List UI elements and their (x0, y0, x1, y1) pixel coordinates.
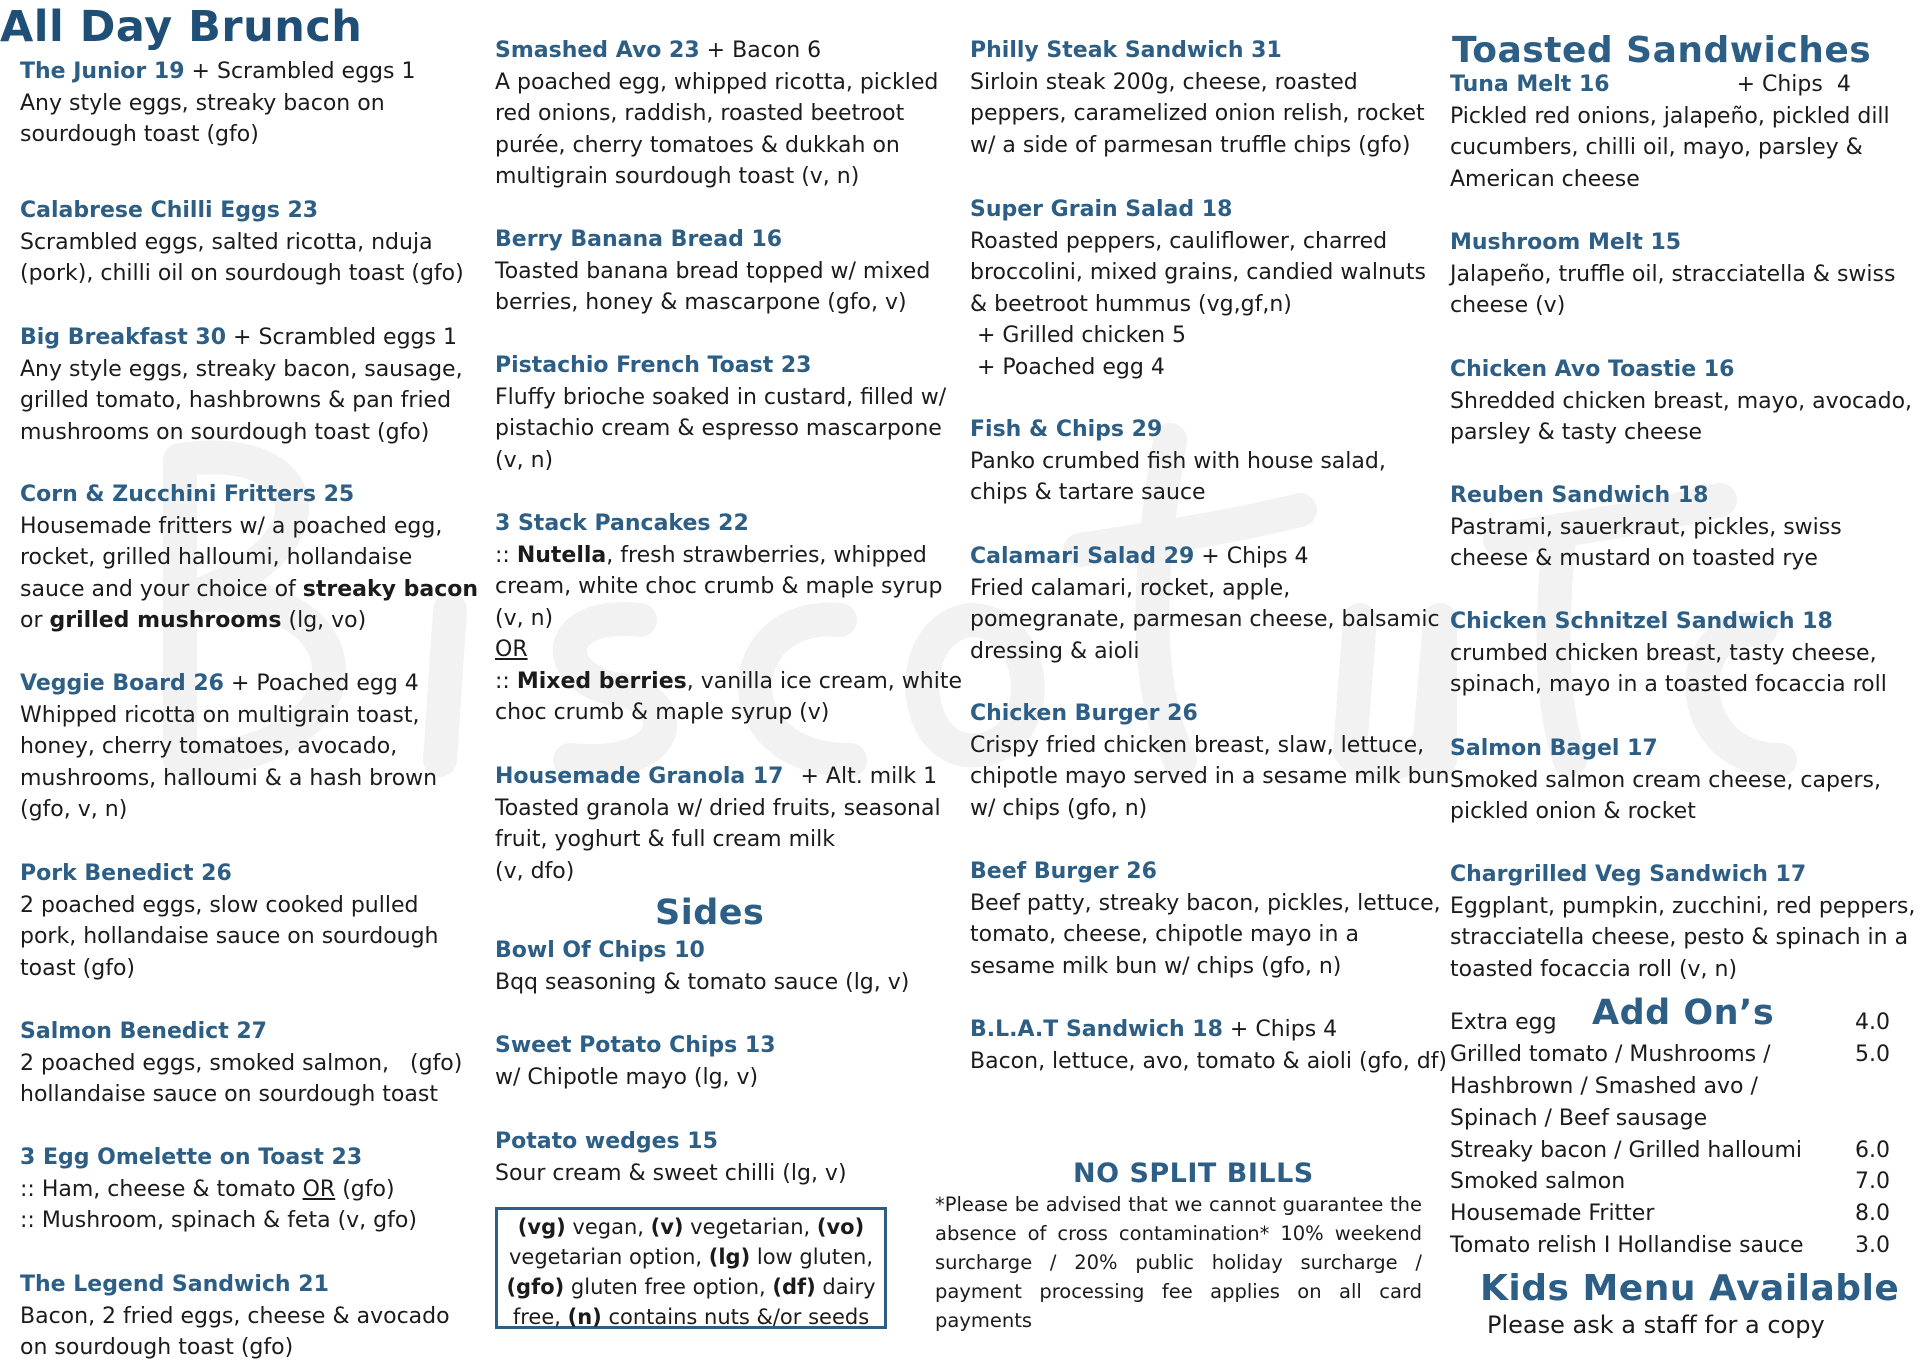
legend-text: free, (512, 1305, 568, 1329)
legend-line-1 (498, 1212, 884, 1242)
option-desc: , vanilla ice cream, white choc crumb & maple syrup (v) (495, 668, 962, 725)
pancake-option-1 (495, 540, 970, 635)
menu-item-fish-and-chips (970, 414, 1450, 509)
menu-item-veggie-board (20, 668, 480, 826)
item-desc: Pickled red onions, jalapeño, pickled dill cucumbers, chilli oil, mayo, parsley & American cheese (1450, 103, 1890, 192)
item-name: Super Grain Salad 18 (970, 197, 1233, 222)
menu-item-smashed-avo (495, 35, 970, 193)
side-item-bowl-of-chips (495, 935, 970, 998)
option-streaky-bacon: streaky bacon (302, 576, 479, 602)
legend-code: (vo) (816, 1215, 865, 1239)
addon-row (1450, 1230, 1890, 1262)
item-desc-line1 (20, 1174, 480, 1206)
menu-item-calabrese-chilli-eggs (20, 195, 480, 290)
no-split-bills-title: NO SPLIT BILLS (1073, 1158, 1314, 1189)
addon-row (1450, 1166, 1890, 1198)
menu-item-philly-steak (970, 35, 1450, 161)
legend-text: contains nuts &/or seeds (601, 1305, 870, 1329)
menu-item-chargrilled-veg (1450, 859, 1920, 985)
addon-label: Smoked salmon (1450, 1169, 1626, 1194)
option-bullet: :: (495, 542, 510, 568)
addon-row (1450, 1007, 1890, 1039)
menu-item-beef-burger (970, 856, 1450, 982)
omelette-option-ham: :: Ham, cheese & tomato (20, 1176, 296, 1202)
legend-code: (gfo) (506, 1275, 565, 1299)
kids-menu-subtitle: Please ask a staff for a copy (1487, 1311, 1825, 1339)
item-desc: Shredded chicken breast, mayo, avocado, parsley & tasty cheese (1450, 388, 1913, 445)
sides-title: Sides (655, 893, 765, 933)
item-desc: Crispy fried chicken breast, slaw, lettuce, chipotle mayo served in a sesame milk bun w/ chips (gfo, n) (970, 732, 1450, 821)
item-name: Chicken Avo Toastie 16 (1450, 357, 1735, 382)
legend-text: low gluten, (750, 1245, 874, 1269)
addon-row (1450, 1103, 1890, 1135)
item-name: Potato wedges 15 (495, 1129, 718, 1154)
item-name: Salmon Benedict 27 (20, 1019, 267, 1044)
item-desc: Sirloin steak 200g, cheese, roasted peppers, caramelized onion relish, rocket w/ a side of parmesan truffle chips (gfo) (970, 69, 1425, 158)
item-extra: + Chips 4 (1201, 544, 1309, 569)
item-name: B.L.A.T Sandwich 18 (970, 1017, 1223, 1042)
item-name: 3 Stack Pancakes 22 (495, 511, 749, 536)
addon-row (1450, 1198, 1890, 1230)
menu-item-legend-sandwich (20, 1269, 480, 1364)
item-desc (20, 511, 480, 637)
menu-item-super-grain-salad (970, 194, 1450, 383)
item-name: Pork Benedict 26 (20, 861, 232, 886)
item-desc: Eggplant, pumpkin, zucchini, red peppers, stracciatella cheese, pesto & spinach in a toasted focaccia roll (v, n) (1450, 893, 1916, 982)
item-name: 3 Egg Omelette on Toast 23 (20, 1145, 363, 1170)
item-extra: + Bacon 6 (706, 38, 822, 63)
addon-label: Grilled tomato / Mushrooms / (1450, 1042, 1771, 1067)
menu-item-tuna-melt (1450, 69, 1920, 195)
legend-text: gluten free option, (564, 1275, 773, 1299)
item-desc: crumbed chicken breast, tasty cheese, spinach, mayo in a toasted focaccia roll (1450, 640, 1887, 697)
item-name: Housemade Granola 17 (495, 764, 784, 789)
item-desc: Jalapeño, truffle oil, stracciatella & swiss cheese (v) (1450, 261, 1896, 318)
item-desc: Bqq seasoning & tomato sauce (lg, v) (495, 969, 910, 995)
item-name: Smashed Avo 23 (495, 38, 700, 63)
item-desc: Bacon, lettuce, avo, tomato & aioli (gfo, df) (970, 1048, 1447, 1074)
item-name: Veggie Board 26 (20, 671, 224, 696)
item-name: Philly Steak Sandwich 31 (970, 38, 1282, 63)
side-item-potato-wedges (495, 1126, 970, 1189)
option-grilled-mushrooms: grilled mushrooms (49, 608, 282, 633)
option-bullet: :: (495, 668, 510, 694)
addon-row (1450, 1135, 1890, 1167)
item-extra: + Chips 4 (1229, 1017, 1338, 1042)
side-item-sweet-potato-chips (495, 1030, 970, 1093)
item-name: Beef Burger 26 (970, 859, 1157, 884)
item-addon-chicken: + Grilled chicken 5 (970, 323, 1187, 348)
legend-code: (lg) (708, 1245, 751, 1269)
addon-label: Tomato relish I Hollandise sauce (1450, 1233, 1804, 1258)
legend-code: (v) (650, 1215, 684, 1239)
addon-label: Streaky bacon / Grilled halloumi (1450, 1138, 1802, 1163)
omelette-or: OR (302, 1176, 336, 1202)
item-desc: Beef patty, streaky bacon, pickles, lettuce, tomato, cheese, chipotle mayo in a sesame milk bun w/ chips (gfo, n) (970, 890, 1441, 979)
item-desc: Any style eggs, streaky bacon, sausage, grilled tomato, hashbrowns & pan fried mushrooms on sourdough toast (gfo) (20, 356, 463, 445)
item-name: Bowl Of Chips 10 (495, 938, 705, 963)
item-name: Fish & Chips 29 (970, 417, 1163, 442)
item-name: Chicken Schnitzel Sandwich 18 (1450, 609, 1833, 634)
menu-item-chicken-burger (970, 698, 1450, 824)
item-desc: Fried calamari, rocket, apple, pomegranate, parmesan cheese, balsamic dressing & aioli (970, 575, 1440, 664)
item-desc-line2: hollandaise sauce on sourdough toast (20, 1082, 438, 1107)
option-nutella: Nutella (516, 542, 607, 568)
dietary-legend-box (495, 1207, 887, 1329)
menu-item-berry-banana-bread (495, 224, 970, 319)
item-name: Chicken Burger 26 (970, 701, 1198, 726)
legend-line-3 (498, 1272, 884, 1302)
legend-text: vegan, (565, 1215, 651, 1239)
item-desc-text: Housemade fritters w/ a poached egg, rocket, grilled halloumi, hollandaise sauce and your choice of (20, 513, 443, 602)
menu-item-pork-benedict (20, 858, 480, 984)
item-name: Salmon Bagel 17 (1450, 736, 1658, 761)
option-desc: , fresh strawberries, whipped cream, white choc crumb & maple syrup (v, n) (495, 542, 943, 631)
legend-line-2 (498, 1242, 884, 1272)
toasted-sandwiches-title: Toasted Sandwiches (1452, 30, 1872, 71)
item-desc: Fluffy brioche soaked in custard, filled w/ pistachio cream & espresso mascarpone (v, n) (495, 384, 947, 473)
option-mixed-berries: Mixed berries (516, 668, 687, 694)
pancake-option-2 (495, 666, 970, 729)
menu-item-egg-omelette (20, 1142, 480, 1237)
item-name: Pistachio French Toast 23 (495, 353, 812, 378)
addon-label: Spinach / Beef sausage (1450, 1106, 1708, 1131)
item-name: Calabrese Chilli Eggs 23 (20, 198, 319, 223)
menu-item-stack-pancakes (495, 508, 970, 729)
item-desc-or: or (20, 608, 43, 633)
addon-price: 3.0 (1855, 1233, 1890, 1258)
add-ons-title: Add On’s (1592, 993, 1775, 1033)
addon-row (1450, 1039, 1890, 1071)
menu-item-salmon-benedict (20, 1016, 480, 1111)
addon-label: Extra egg (1450, 1010, 1557, 1035)
addon-price: 8.0 (1855, 1201, 1890, 1226)
item-extra: + Poached egg 4 (230, 671, 419, 696)
item-extra: + Alt. milk 1 (800, 764, 938, 789)
legend-line-4 (498, 1302, 884, 1332)
legend-code: (vg) (517, 1215, 566, 1239)
kids-menu-title: Kids Menu Available (1480, 1268, 1900, 1309)
addon-price: 5.0 (1855, 1042, 1890, 1067)
item-extra: + Scrambled eggs 1 (191, 59, 416, 84)
item-extra: + Chips 4 (1736, 72, 1851, 97)
item-desc: Scrambled eggs, salted ricotta, nduja (pork), chilli oil on sourdough toast (gfo) (20, 229, 464, 286)
item-desc: Toasted banana bread topped w/ mixed berries, honey & mascarpone (gfo, v) (495, 258, 931, 315)
addon-price: 7.0 (1855, 1169, 1890, 1194)
omelette-tags: (gfo) (342, 1176, 395, 1202)
addon-price: 4.0 (1855, 1010, 1890, 1035)
menu-item-mushroom-melt (1450, 227, 1920, 322)
legend-text: vegetarian, (683, 1215, 817, 1239)
item-extra: + Scrambled eggs 1 (233, 325, 457, 350)
menu-item-calamari-salad (970, 541, 1450, 667)
menu-item-corn-zucchini-fritters (20, 479, 480, 637)
disclaimer-text: *Please be advised that we cannot guarantee the absence of cross contamination* 10% weekend surcharge / 20% public holiday surcharge / payment processing fee applies on all card payments (935, 1193, 1422, 1332)
item-name: Tuna Melt 16 (1450, 72, 1610, 97)
item-desc-tags: (lg, vo) (288, 608, 367, 633)
item-desc: Panko crumbed fish with house salad, chips & tartare sauce (970, 448, 1386, 505)
item-name: Calamari Salad 29 (970, 544, 1195, 569)
menu-item-blat-sandwich (970, 1014, 1450, 1077)
addon-label: Housemade Fritter (1450, 1201, 1655, 1226)
item-desc: w/ Chipotle mayo (lg, v) (495, 1064, 759, 1090)
legend-text: vegetarian option, (508, 1245, 709, 1269)
item-name: Chargrilled Veg Sandwich 17 (1450, 862, 1807, 887)
pancake-or: OR (495, 637, 528, 662)
item-name: Big Breakfast 30 (20, 325, 227, 350)
item-name: The Legend Sandwich 21 (20, 1272, 329, 1297)
item-desc: Sour cream & sweet chilli (lg, v) (495, 1160, 847, 1186)
menu-item-pistachio-french-toast (495, 350, 970, 476)
item-name: Corn & Zucchini Fritters 25 (20, 482, 355, 507)
item-desc: Roasted peppers, cauliflower, charred broccolini, mixed grains, candied walnuts & beetroot hummus (vg,gf,n) (970, 228, 1426, 317)
item-desc: Toasted granola w/ dried fruits, seasonal fruit, yoghurt & full cream milk (495, 795, 941, 852)
item-desc-tags: (v, dfo) (495, 858, 575, 884)
menu-item-salmon-bagel (1450, 733, 1920, 828)
item-desc-line1: 2 poached eggs, smoked salmon, (gfo) (20, 1050, 463, 1076)
addon-label: Hashbrown / Smashed avo / (1450, 1074, 1758, 1099)
item-desc: Smoked salmon cream cheese, capers, pickled onion & rocket (1450, 767, 1881, 824)
legend-code: (df) (772, 1275, 816, 1299)
item-name: The Junior 19 (20, 59, 185, 84)
brunch-title: All Day Brunch (0, 2, 363, 52)
item-addon-egg: + Poached egg 4 (970, 354, 1165, 380)
legend-code: (n) (567, 1305, 602, 1329)
legend-text: dairy (815, 1275, 876, 1299)
item-desc: 2 poached eggs, slow cooked pulled pork, hollandaise sauce on sourdough toast (gfo) (20, 892, 439, 981)
item-desc-line2: :: Mushroom, spinach & feta (v, gfo) (20, 1208, 417, 1233)
menu-item-the-junior (20, 56, 480, 151)
addon-price: 6.0 (1855, 1138, 1890, 1163)
item-desc: Any style eggs, streaky bacon on sourdough toast (gfo) (20, 90, 385, 147)
item-name: Mushroom Melt 15 (1450, 230, 1682, 255)
addon-row (1450, 1071, 1890, 1103)
item-name: Reuben Sandwich 18 (1450, 483, 1709, 508)
menu-item-big-breakfast (20, 322, 480, 448)
item-desc: Whipped ricotta on multigrain toast, honey, cherry tomatoes, avocado, mushrooms, halloumi & a hash brown (gfo, v, n) (20, 702, 438, 822)
menu-item-reuben-sandwich (1450, 480, 1920, 575)
menu-item-chicken-avo-toastie (1450, 354, 1920, 449)
item-desc: A poached egg, whipped ricotta, pickled red onions, raddish, roasted beetroot purée, cherry tomatoes & dukkah on multigrain sourdough toast (v, n) (495, 69, 939, 189)
menu-item-housemade-granola (495, 761, 970, 887)
item-desc: Bacon, 2 fried eggs, cheese & avocado on sourdough toast (gfo) (20, 1303, 450, 1360)
item-name: Berry Banana Bread 16 (495, 227, 783, 252)
menu-item-chicken-schnitzel (1450, 606, 1920, 701)
item-name: Sweet Potato Chips 13 (495, 1033, 776, 1058)
item-desc: Pastrami, sauerkraut, pickles, swiss cheese & mustard on toasted rye (1450, 514, 1842, 571)
